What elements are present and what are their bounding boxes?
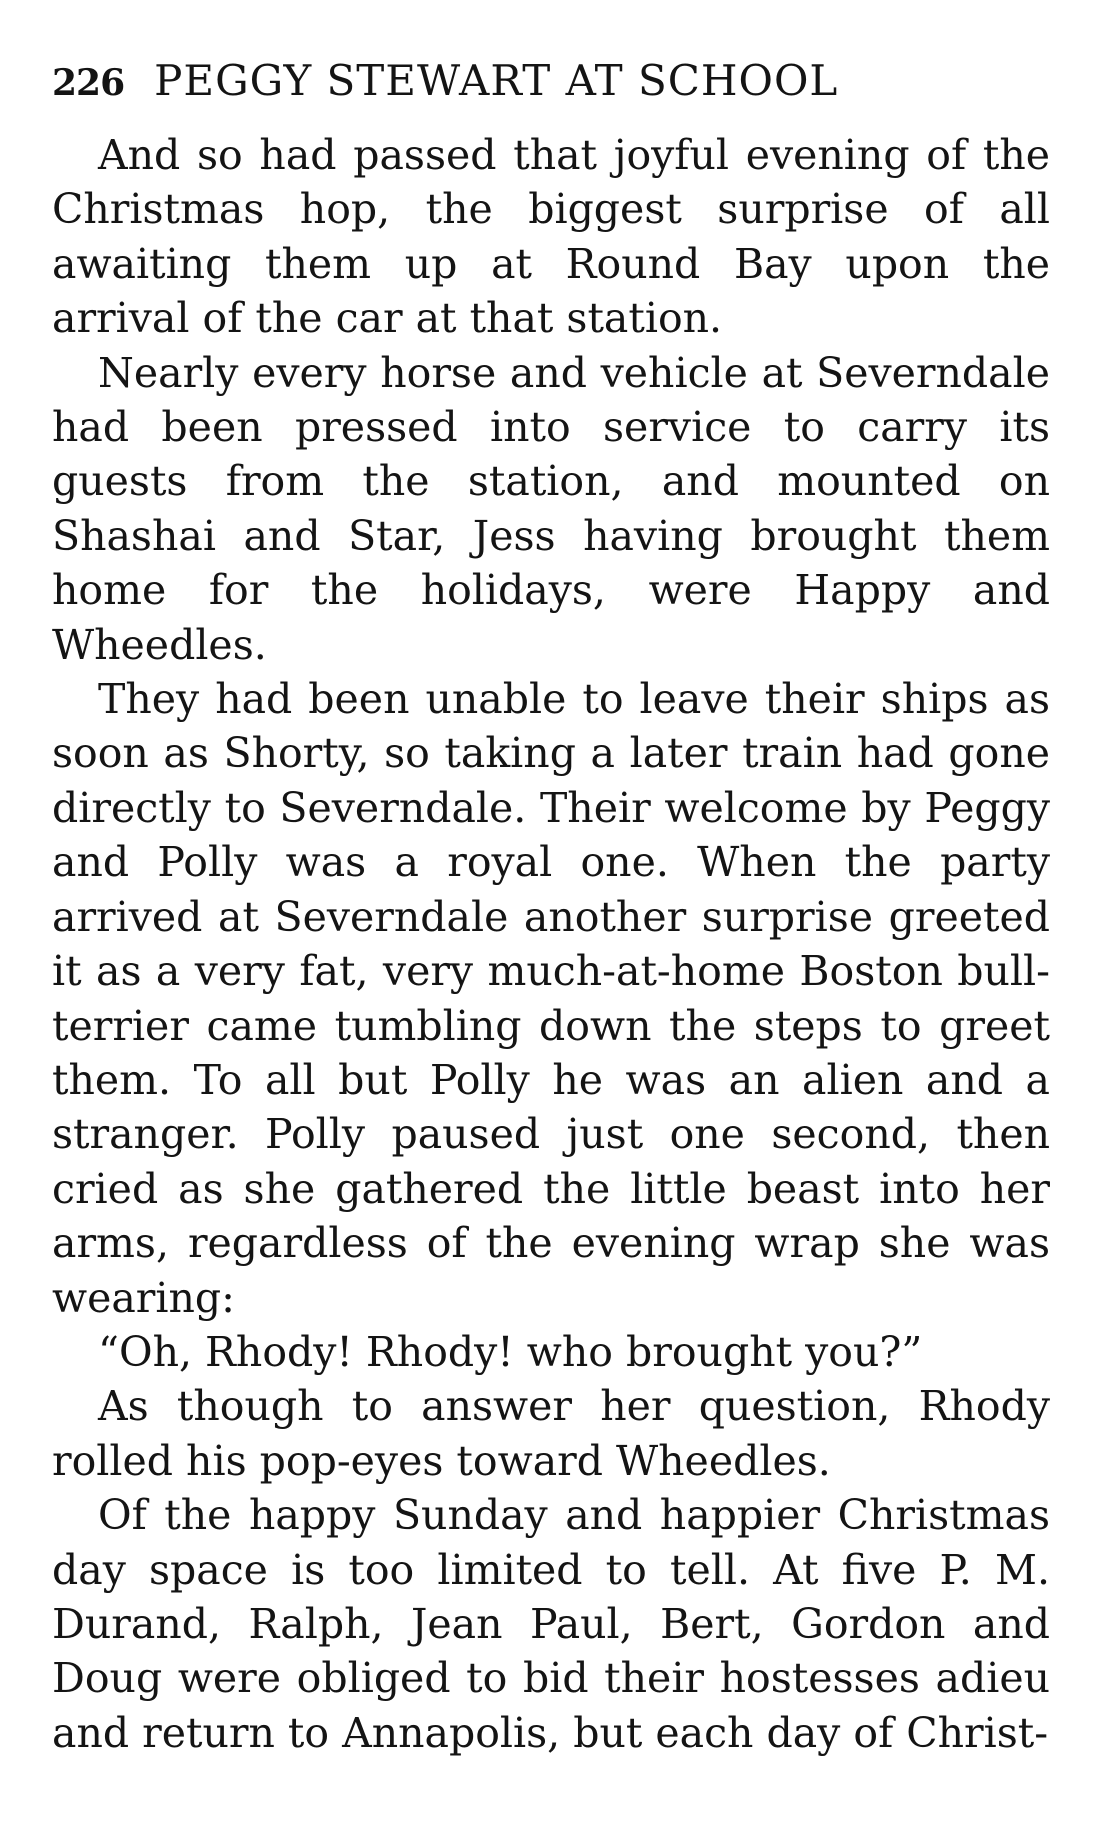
book-page xyxy=(52,56,1050,1760)
body-text xyxy=(52,128,1050,1760)
paragraph: And so had passed that joyful evening of the Christmas hop, the biggest surprise of all awaiting them up at Round Bay upon the arrival of the car at that station. xyxy=(52,131,1050,343)
paragraph: Of the happy Sunday and happier Christmas day space is too limited to tell. At five P. M. Durand, Ralph, Jean Paul, Bert, Gordon and Doug were obliged to bid their hostesses adieu and return to Annapolis, but each day of Christ- xyxy=(52,1491,1050,1757)
paragraph: As though to answer her question, Rhody rolled his pop-eyes toward Wheedles. xyxy=(52,1382,1050,1485)
paragraph: “Oh, Rhody! Rhody! who brought you?” xyxy=(98,1327,923,1376)
page-number: 226 xyxy=(52,62,125,104)
paragraph: Nearly every horse and vehicle at Severndale had been pressed into service to carry its guests from the station, and mounted on Shashai and Star, Jess having brought them home for the holidays, were Happy and Wheedles. xyxy=(52,348,1050,669)
running-head xyxy=(52,56,1050,116)
running-title: PEGGY STEWART AT SCHOOL xyxy=(154,56,839,105)
paragraph: They had been unable to leave their ships as soon as Shorty, so taking a later train had gone directly to Severndale. Their welcome by Peggy and Polly was a royal one. When the party arrived at Severndale another surprise greeted it as a very fat, very much-at-home Boston bull-terrier came tumbling down the steps to greet them. To all but Polly he was an alien and a stranger. Polly paused just one second, then cried as she gathered the little beast into her arms, regardless of the evening wrap she was wearing: xyxy=(52,675,1050,1322)
